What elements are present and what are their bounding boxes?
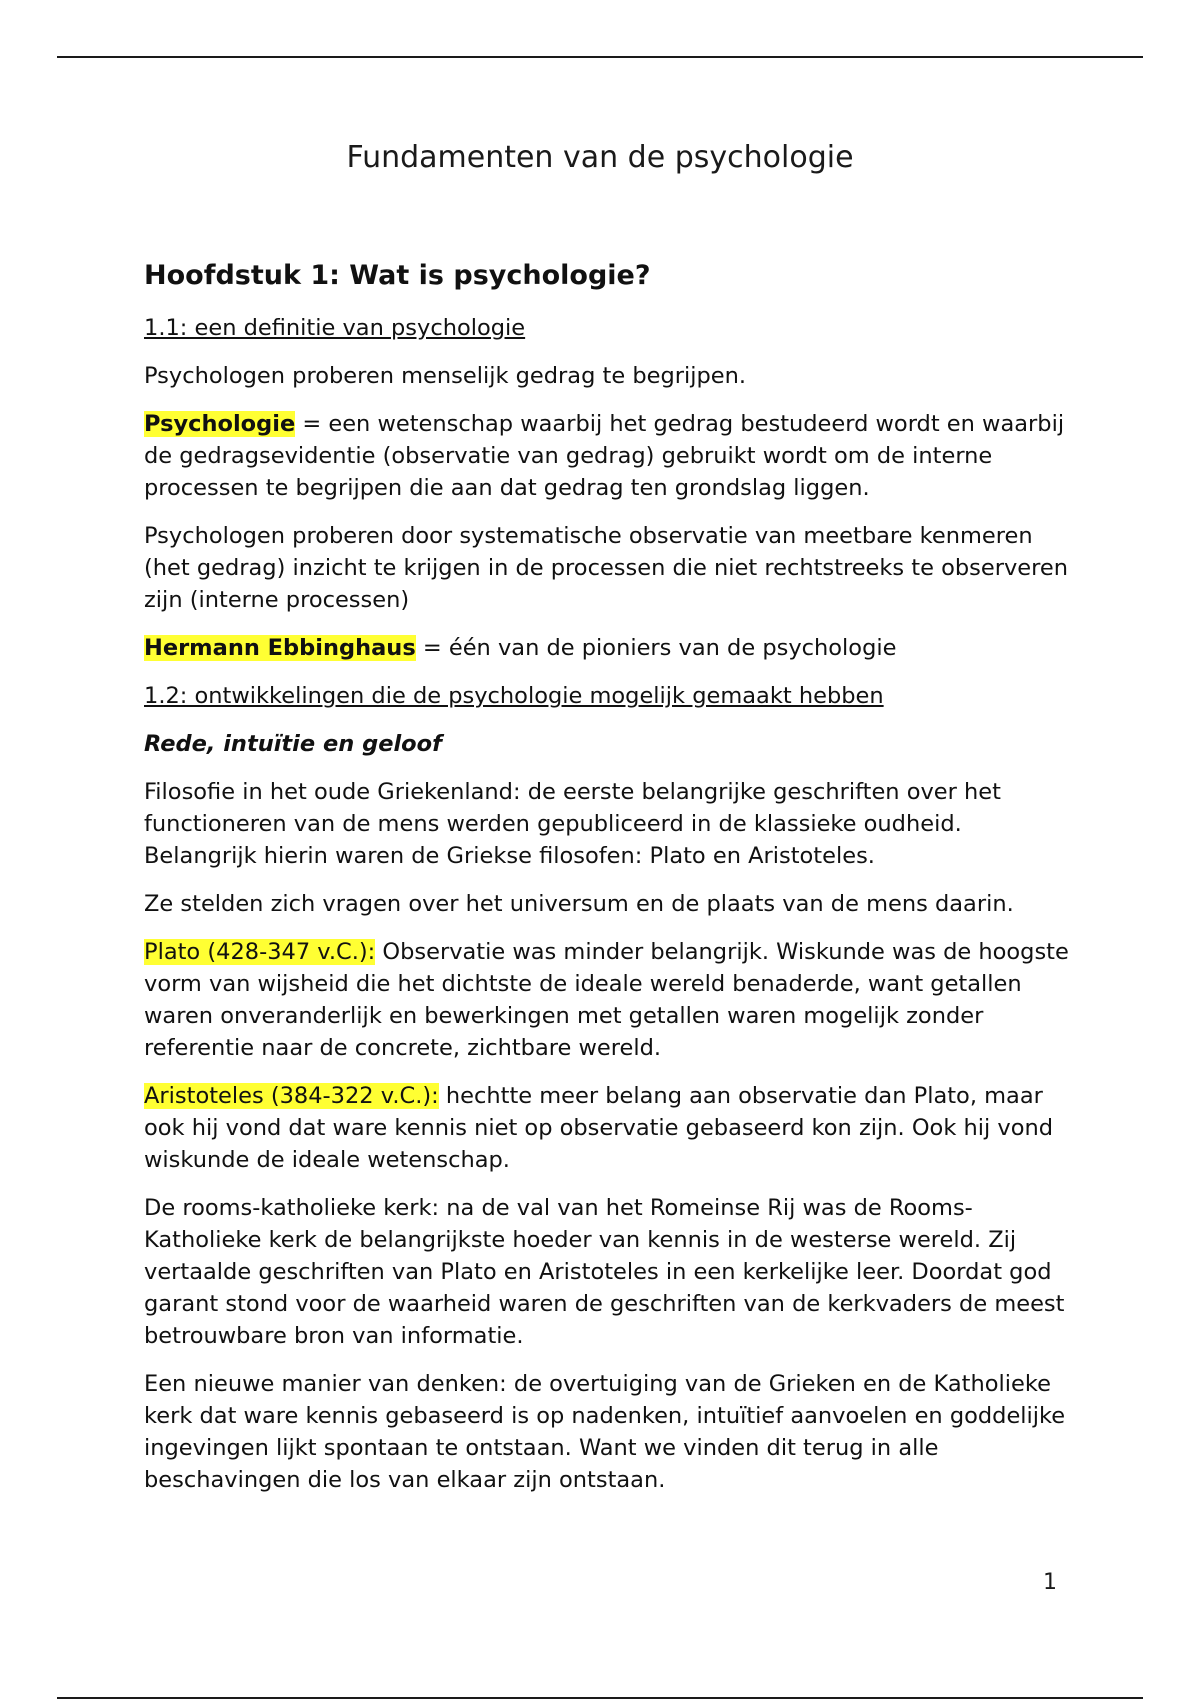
paragraph-7-text: Observatie was minder belangrijk. Wiskunde was de hoogste vorm van wijsheid die het dichtste de ideale wereld benaderde, want getallen waren onveranderlijk en bewerkingen met getallen waren mogelijk zonder referentie naar de concrete, zichtbare wereld.	[144, 939, 1069, 1061]
paragraph-8	[144, 1080, 1074, 1176]
footer-rule	[57, 1697, 1143, 1699]
document-body	[144, 258, 1074, 1512]
paragraph-4-text: = één van de pioniers van de psychologie	[415, 635, 897, 661]
highlight-term-aristoteles: Aristoteles (384-322 v.C.):	[144, 1083, 439, 1109]
highlight-term-plato: Plato (428-347 v.C.):	[144, 939, 376, 965]
paragraph-2-text: = een wetenschap waarbij het gedrag bestudeerd wordt en waarbij de gedragsevidentie (observatie van gedrag) gebruikt wordt om de interne processen te begrijpen die aan dat gedrag ten grondslag liggen.	[144, 411, 1065, 501]
paragraph-3: Psychologen proberen door systematische observatie van meetbare kenmeren (het gedrag) inzicht te krijgen in de processen die niet rechtstreeks te observeren zijn (interne processen)	[144, 523, 1068, 613]
paragraph-7	[144, 936, 1074, 1064]
document-title: Fundamenten van de psychologie	[346, 140, 854, 175]
paragraph-9: De rooms-katholieke kerk: na de val van het Romeinse Rij was de Rooms-Katholieke kerk de belangrijkste hoeder van kennis in de westerse wereld. Zij vertaalde geschriften van Plato en Aristoteles in een kerkelijke leer. Doordat god garant stond voor de waarheid waren de geschriften van de kerkvaders de meest betrouwbare bron van informatie.	[144, 1195, 1065, 1349]
header-rule	[57, 56, 1143, 58]
section-heading-1-2: 1.2: ontwikkelingen die de psychologie mogelijk gemaakt hebben	[144, 683, 884, 709]
paragraph-2	[144, 408, 1074, 504]
page-number: 1	[1043, 1570, 1057, 1595]
paragraph-4	[144, 632, 1074, 664]
section-heading-1-1: 1.1: een definitie van psychologie	[144, 315, 526, 341]
paragraph-8-text: hechtte meer belang aan observatie dan Plato, maar ook hij vond dat ware kennis niet op observatie gebaseerd kon zijn. Ook hij vond wiskunde de ideale wetenschap.	[144, 1083, 1054, 1173]
paragraph-5: Filosofie in het oude Griekenland: de eerste belangrijke geschriften over het functioneren van de mens werden gepubliceerd in de klassieke oudheid. Belangrijk hierin waren de Griekse filosofen: Plato en Aristoteles.	[144, 779, 1001, 869]
paragraph-10: Een nieuwe manier van denken: de overtuiging van de Grieken en de Katholieke kerk dat ware kennis gebaseerd is op nadenken, intuïtief aanvoelen en goddelijke ingevingen lijkt spontaan te ontstaan. Want we vinden dit terug in alle beschavingen die los van elkaar zijn ontstaan.	[144, 1371, 1066, 1493]
chapter-heading: Hoofdstuk 1: Wat is psychologie?	[144, 260, 651, 291]
subheading-rede: Rede, intuïtie en geloof	[144, 731, 442, 757]
highlight-term-ebbinghaus: Hermann Ebbinghaus	[144, 635, 416, 661]
paragraph-6: Ze stelden zich vragen over het universum en de plaats van de mens daarin.	[144, 891, 1014, 917]
paragraph-1: Psychologen proberen menselijk gedrag te begrijpen.	[144, 363, 747, 389]
highlight-term-psychologie: Psychologie	[144, 411, 296, 437]
